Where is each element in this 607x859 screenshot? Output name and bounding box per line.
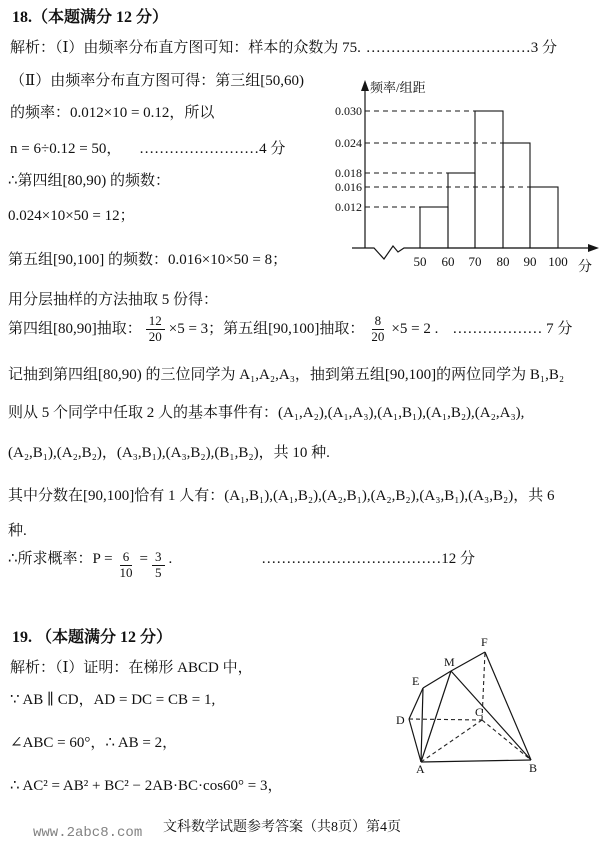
fraction-numerator: 3 [152, 550, 165, 566]
edge-AE [421, 688, 423, 762]
vertex-label-C: C [475, 705, 484, 719]
fraction-denominator: 10 [119, 564, 133, 580]
edge-MF [451, 652, 485, 671]
geometry-figure [385, 615, 555, 775]
edge-AC-dashed [421, 720, 482, 762]
solution-line: （Ⅱ）由频率分布直方图可得：第三组[50,60) [10, 73, 304, 89]
score-leader: ……………………4 分 [139, 141, 286, 157]
score-leader: ……………………………3 分 [365, 40, 557, 56]
vertex-label-M: M [444, 655, 455, 669]
formula-text: ×5 = 2 . [391, 320, 439, 337]
solution-line: ∠ABC = 60°，∴ AB = 2， [10, 735, 178, 751]
fraction-numerator: 8 [372, 314, 385, 330]
edge-MB [451, 671, 531, 760]
x-tick-label: 70 [468, 254, 482, 269]
q18-title: 18.（本题满分 12 分） [12, 9, 169, 26]
histogram-bar-80-90 [503, 143, 530, 248]
solution-line: 解析：（Ⅰ）证明：在梯形 ABCD 中， [10, 660, 253, 676]
edge-DC-dashed [409, 719, 482, 720]
histogram-bar-60-70 [448, 173, 475, 248]
edge-FB [485, 652, 531, 760]
y-axis-label: 频率/组距 [370, 80, 426, 95]
solution-line: 种. [8, 523, 27, 539]
y-tick-label: 0.012 [335, 200, 362, 214]
solution-line: 0.024×10×50 = 12； [8, 208, 135, 224]
edge-AM [421, 671, 451, 762]
x-tick-label: 90 [523, 254, 537, 269]
vertex-label-B: B [529, 761, 538, 775]
vertex-label-F: F [481, 635, 488, 649]
solution-line-fractions [8, 314, 572, 345]
formula-text: ∴所求概率：P = [8, 551, 113, 567]
solution-line: 的频率：0.012×10 = 0.12，所以 [10, 105, 215, 121]
histogram-bar-50-60 [420, 207, 448, 248]
x-tick-label: 60 [441, 254, 455, 269]
y-tick-label: 0.018 [335, 166, 362, 180]
solution-line: 其中分数在[90,100]恰有 1 人有：(A₁,B₁),(A₁,B₂),(A₂,B₁),(A₂,B₂),(A₃,B₁),(A₃,B₂)，共 6 [8, 488, 555, 504]
edge-CB-dashed [482, 720, 531, 760]
formula-text: . [168, 551, 173, 567]
fraction-denominator: 20 [371, 328, 385, 344]
solution-line [10, 39, 557, 58]
fraction [368, 314, 387, 345]
edge-DA [409, 719, 421, 762]
solution-line: ∴ AC² = AB² + BC² − 2AB·BC·cos60° = 3， [10, 778, 283, 794]
x-tick-label: 50 [413, 254, 427, 269]
q19-title: 19. （本题满分 12 分） [12, 629, 173, 646]
x-axis-arrow-icon [588, 244, 599, 252]
vertex-label-D: D [396, 713, 405, 727]
x-tick-label: 100 [548, 254, 568, 269]
solution-line: 第五组[90,100] 的频数：0.016×10×50 = 8； [8, 252, 288, 268]
vertex-label-E: E [412, 674, 420, 688]
solution-line: 记抽到第四组[80,90) 的三位同学为 A₁,A₂,A₃，抽到第五组[90,100]的两位同学为 B₁,B₂ [8, 367, 565, 383]
solution-line: 则从 5 个同学中任取 2 人的基本事件有：(A₁,A₂),(A₁,A₃),(A₁,B₁),(A₁,B₂),(A₂,A₃), [8, 405, 525, 421]
fraction [146, 314, 165, 345]
x-tick-label: 80 [496, 254, 510, 269]
solution-line [10, 140, 285, 159]
solution-line: ∴第四组[80,90) 的频数： [8, 173, 171, 189]
formula-text: n = 6÷0.12 = 50， [10, 141, 122, 157]
histogram-bar-70-80 [475, 111, 503, 248]
y-tick-label: 0.030 [335, 104, 362, 118]
edge-AB [421, 760, 531, 762]
solution-text: 解析：（Ⅰ）由频率分布直方图可知：样本的众数为 75. [10, 40, 361, 56]
edge-ED [409, 688, 423, 719]
solution-line-fractions [8, 550, 475, 581]
fraction [152, 550, 165, 581]
watermark-url: www.2abc8.com [33, 825, 143, 841]
frequency-histogram [318, 76, 603, 281]
y-tick-label: 0.024 [335, 136, 362, 150]
x-axis-label: 分 [578, 260, 592, 275]
page-footer: 文科数学试题参考答案（共8页）第4页 [163, 820, 401, 835]
fraction-denominator: 20 [148, 328, 162, 344]
formula-text: ×5 = 3；第五组[90,100]抽取： [168, 320, 365, 337]
solution-line: (A₂,B₁),(A₂,B₂)，(A₃,B₁),(A₃,B₂),(B₁,B₂)，共 10 种. [8, 445, 330, 461]
y-axis-arrow-icon [361, 80, 369, 91]
y-tick-label: 0.016 [335, 180, 362, 194]
solution-line: 用分层抽样的方法抽取 5 份得： [8, 292, 219, 308]
fraction-numerator: 12 [146, 314, 165, 330]
fraction-denominator: 5 [155, 564, 162, 580]
score-leader: ………………………………12 分 [261, 551, 475, 567]
solution-line: ∵ AB ∥ CD，AD = DC = CB = 1, [10, 692, 216, 708]
vertex-label-A: A [416, 762, 425, 775]
formula-text: 第四组[80,90]抽取： [8, 320, 142, 337]
score-leader: ……………… 7 分 [452, 320, 573, 337]
formula-text: = [139, 551, 149, 567]
fraction [117, 550, 136, 581]
histogram-bar-90-100 [530, 187, 558, 248]
fraction-numerator: 6 [120, 550, 133, 566]
